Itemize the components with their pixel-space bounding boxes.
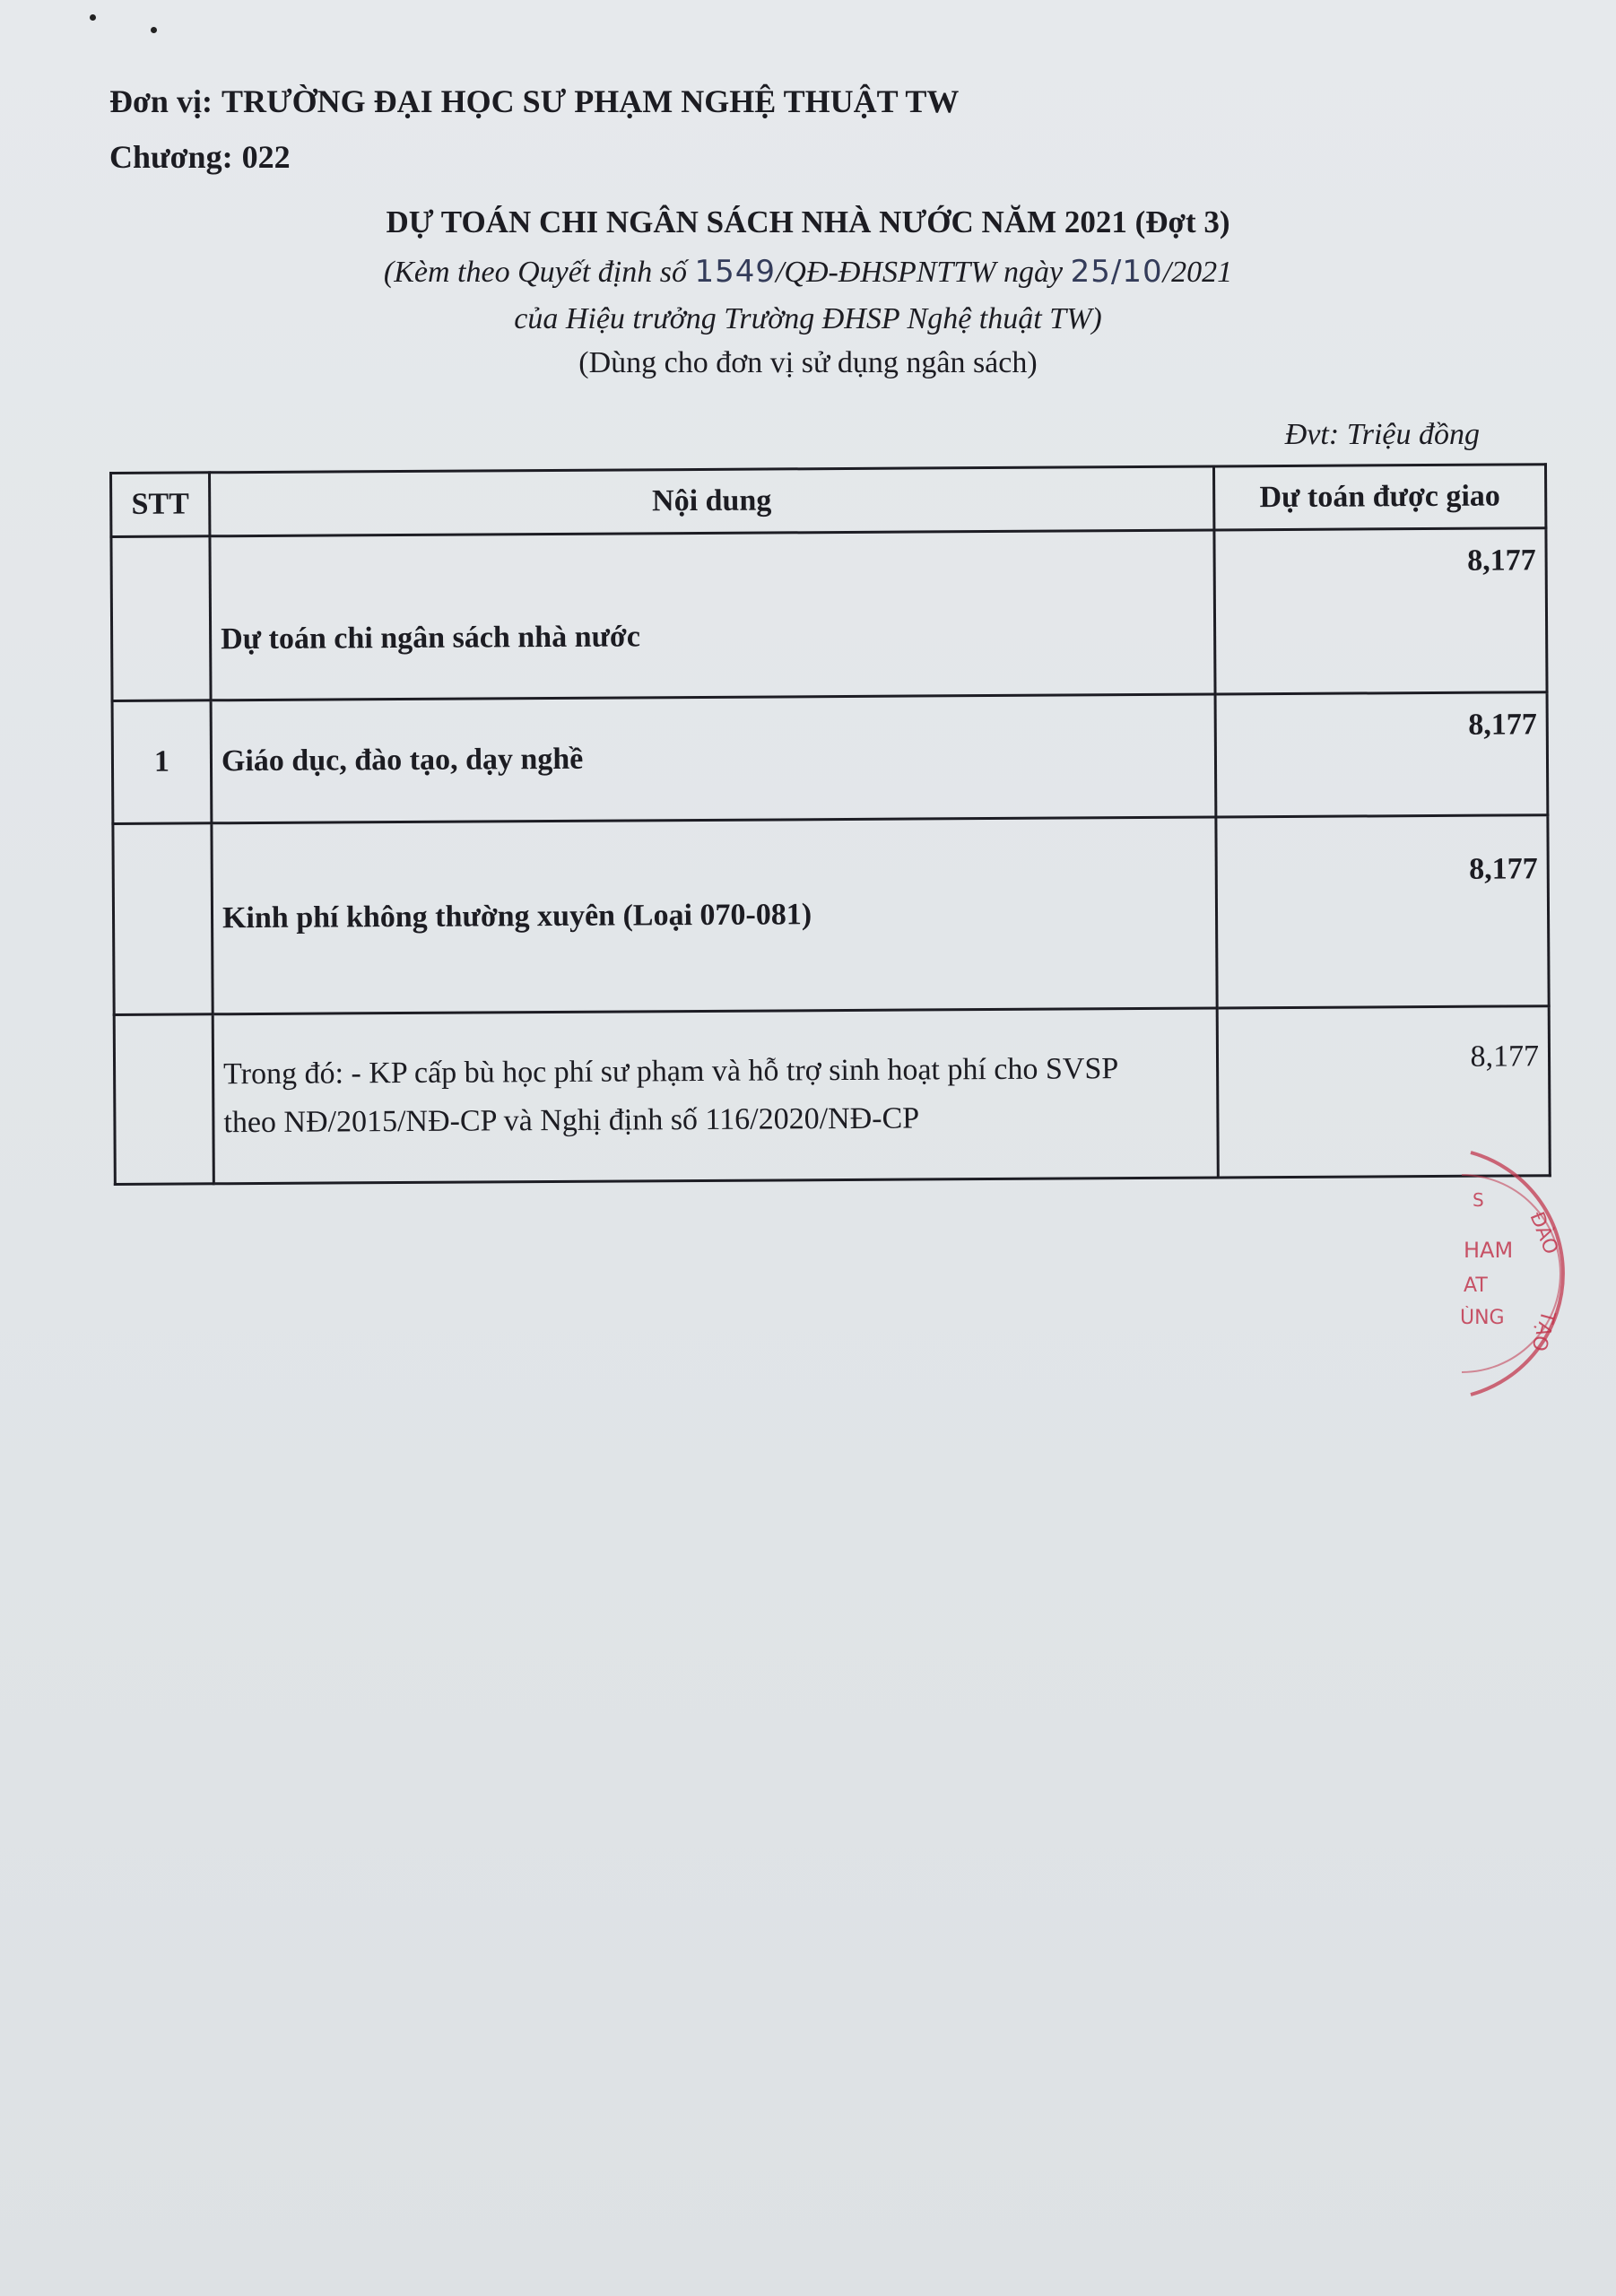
row-stt: [111, 536, 211, 701]
decision-mid: /QĐ-ĐHSPNTTW ngày: [775, 256, 1071, 289]
table-row: [113, 815, 1549, 1015]
decision-prefix: (Kèm theo Quyết định số: [383, 256, 695, 289]
row-stt: 1: [112, 700, 212, 824]
unit-label: Đơn vị:: [109, 83, 213, 119]
issuer-line: của Hiệu trưởng Trường ĐHSP Nghệ thuật TW): [514, 302, 1102, 335]
unit-line: [109, 83, 959, 120]
document-title: DỰ TOÁN CHI NGÂN SÁCH NHÀ NƯỚC NĂM 2021 (Đợt 3): [386, 204, 1230, 239]
row-content-line: Trong đó: - KP cấp bù học phí sư phạm và hỗ trợ sinh hoạt phí cho SVSP: [222, 1052, 1119, 1091]
table-row: [114, 1006, 1550, 1185]
currency-unit: Đvt: Triệu đồng: [1284, 418, 1480, 451]
row-value: 8,177: [1216, 815, 1549, 1008]
chapter-line: [109, 138, 291, 176]
row-value: 8,177: [1214, 528, 1547, 694]
table-header-row: [111, 465, 1546, 537]
stamp-text: S: [1473, 1189, 1484, 1211]
row-content: Kinh phí không thường xuyên (Loại 070-081): [212, 817, 1217, 1014]
speck-mark: [151, 27, 157, 33]
row-value: 8,177: [1215, 692, 1548, 817]
official-seal-stamp: [1408, 1139, 1587, 1408]
unit-name: TRƯỜNG ĐẠI HỌC SƯ PHẠM NGHỆ THUẬT TW: [221, 83, 960, 119]
decision-date-handwritten: 25/10: [1070, 254, 1163, 290]
usage-note: (Dùng cho đơn vị sử dụng ngân sách): [578, 346, 1038, 379]
row-stt: [114, 1014, 213, 1185]
decision-line: [0, 254, 1616, 290]
chapter-label: Chương:: [109, 139, 233, 175]
decision-number-handwritten: 1549: [694, 254, 776, 290]
row-content: Giáo dục, đào tạo, dạy nghề: [211, 694, 1216, 823]
header-content: Nội dung: [210, 466, 1214, 536]
stamp-text: HAM: [1464, 1238, 1514, 1263]
row-content-line: theo NĐ/2015/NĐ-CP và Nghị định số 116/2020/NĐ-CP: [223, 1101, 920, 1140]
header-stt: STT: [111, 473, 210, 537]
table-row: [111, 528, 1547, 701]
row-content: [213, 1008, 1218, 1184]
stamp-text: TẠO: [1526, 1308, 1560, 1354]
decision-year: /2021: [1162, 256, 1233, 289]
row-value: 8,177: [1217, 1006, 1550, 1178]
speck-mark: [90, 14, 96, 21]
header-value: Dự toán được giao: [1213, 465, 1545, 530]
budget-table: [109, 463, 1551, 1186]
row-stt: [113, 823, 213, 1015]
row-content: Dự toán chi ngân sách nhà nước: [210, 530, 1215, 700]
chapter-value: 022: [241, 139, 291, 175]
table-row: [112, 692, 1548, 824]
stamp-text: AT: [1464, 1274, 1488, 1297]
stamp-text: ĐÀO: [1525, 1208, 1562, 1258]
stamp-text: ÙNG: [1460, 1307, 1505, 1329]
